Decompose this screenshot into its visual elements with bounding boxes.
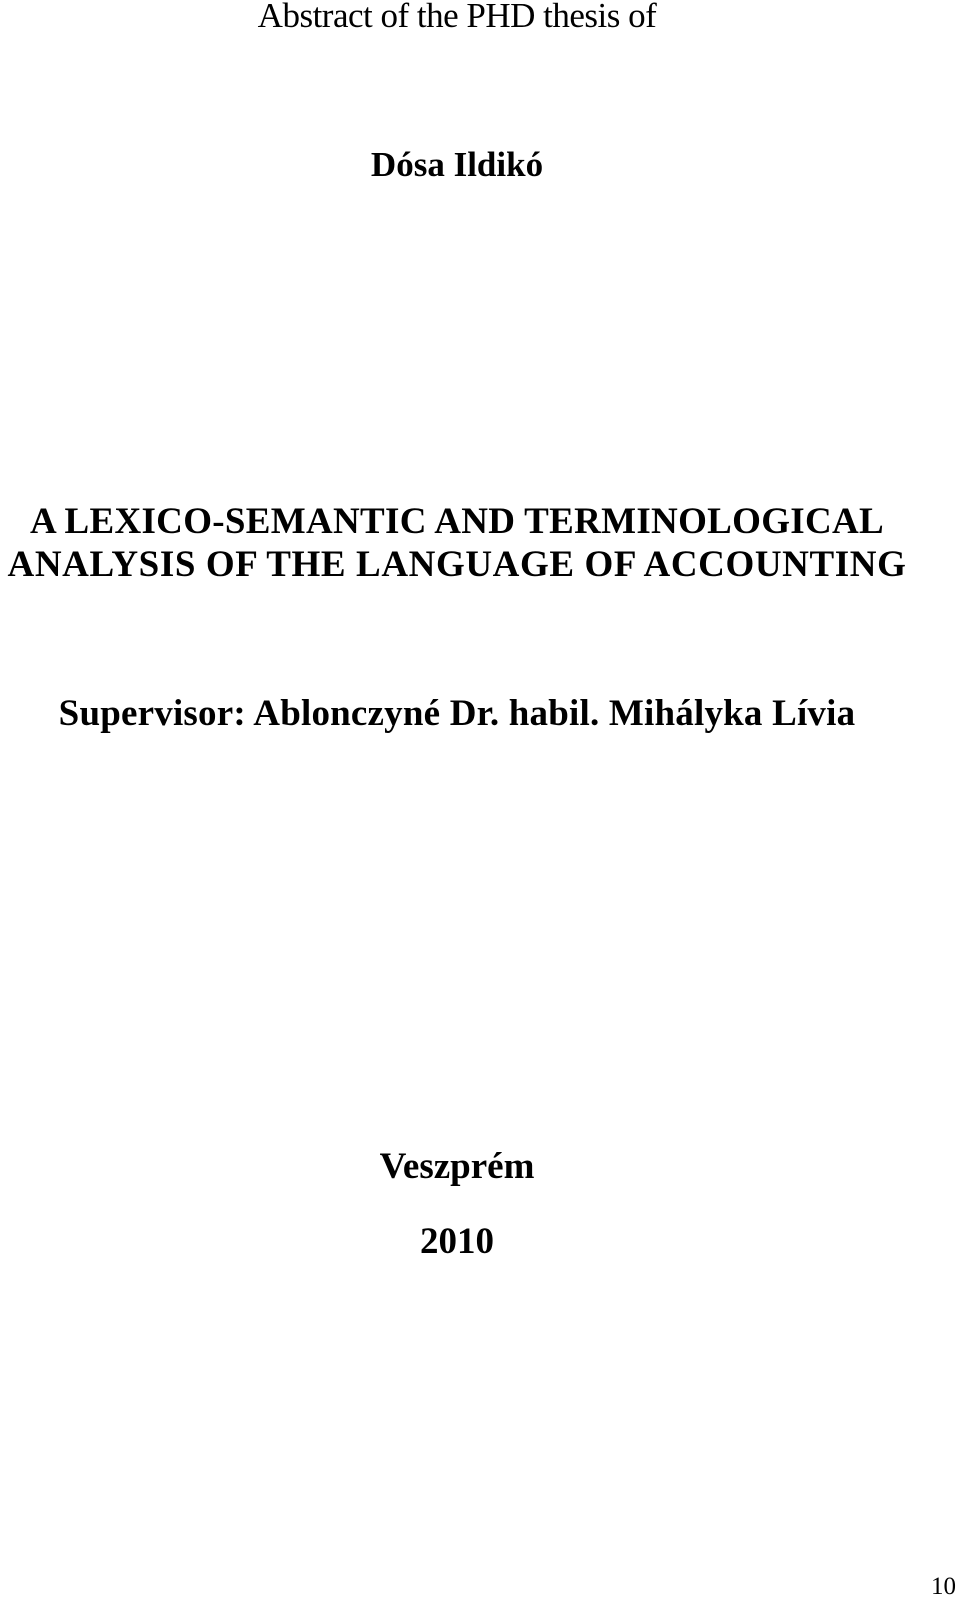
thesis-title-line-1: A LEXICO-SEMANTIC AND TERMINOLOGICAL bbox=[29, 501, 885, 542]
thesis-intro-line: Abstract of the PHD thesis of bbox=[257, 0, 657, 35]
publication-year: 2010 bbox=[420, 1221, 494, 1262]
thesis-title-line-2: ANALYSIS OF THE LANGUAGE OF ACCOUNTING bbox=[7, 544, 907, 585]
page-number: 10 bbox=[931, 1573, 956, 1600]
place-of-publication: Veszprém bbox=[379, 1146, 535, 1187]
author-name: Dósa Ildikó bbox=[370, 145, 544, 184]
supervisor-line: Supervisor: Ablonczyné Dr. habil. Mihályka Lívia bbox=[58, 693, 856, 734]
